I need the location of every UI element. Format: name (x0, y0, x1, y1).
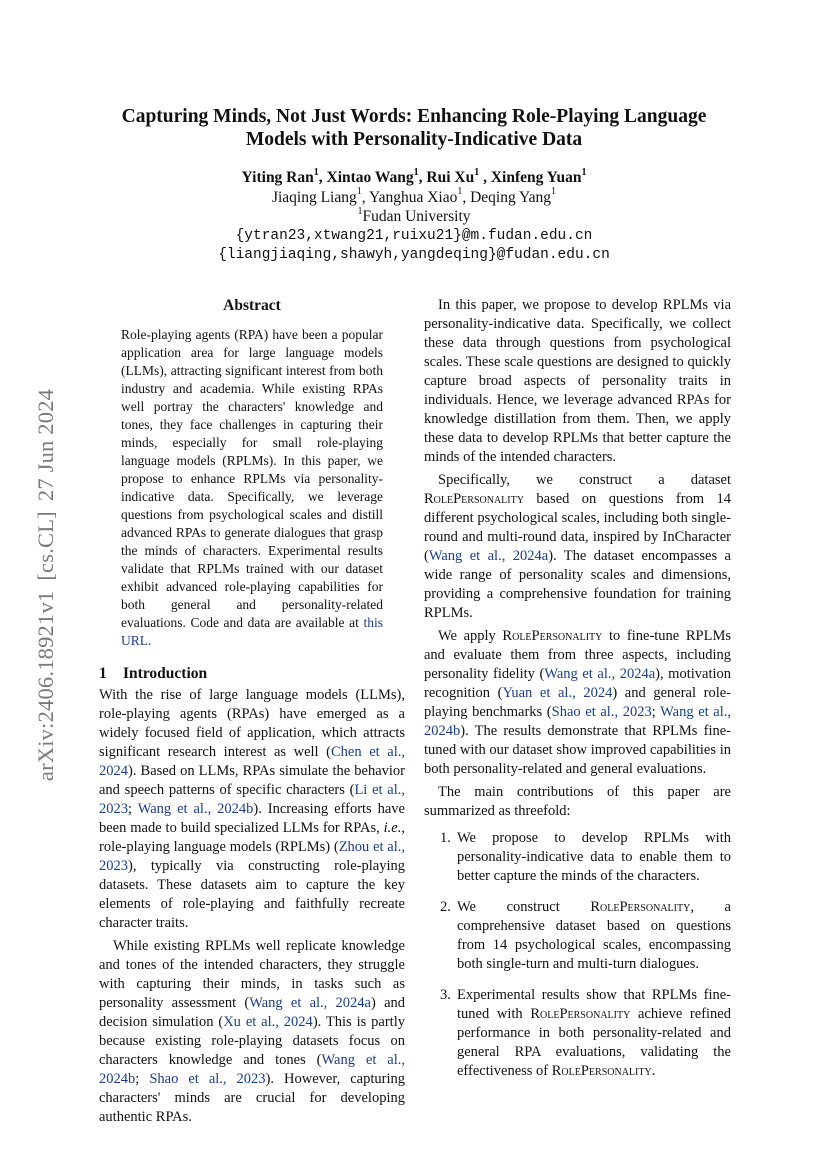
affiliation-mark: 1 (581, 166, 587, 178)
contribution-list (424, 829, 731, 1081)
affiliation (96, 207, 732, 227)
intro-paragraph-4: Specifically, we construct a dataset RolePersonality based on questions from 14 different psychological scales, including both single-round and multi-round data, inspired by InCharacter (Wang et al., 2024a). The dataset encompasses a wide range of personality scales and dimensions, providing a comprehensive foundation for training RPLMs. (424, 472, 731, 621)
list-item: 3. Experimental results show that RPLMs fine-tuned with RolePersonality achieve refined performance in both personality-related and general RPA evaluations, validating the effectiveness of RolePersonality. (440, 987, 731, 1079)
affiliation-mark: 1 (457, 186, 463, 198)
list-item: 2. We construct RolePersonality, a comprehensive dataset based on questions from 14 psychological scales, encompassing both single-turn and multi-turn dialogues. (440, 899, 731, 972)
author-name: Yanghua Xiao (368, 188, 458, 206)
dataset-name: RolePersonality (551, 1063, 652, 1079)
affiliation-name: Fudan University (362, 208, 471, 225)
affiliation-mark: 1 (357, 205, 363, 217)
citation-link[interactable]: Li et al., 2023 (99, 782, 405, 817)
section-title: Introduction (123, 665, 208, 682)
author-name: Xinfeng Yuan (490, 169, 582, 186)
citation-link[interactable]: Wang et al., 2024a (544, 666, 656, 682)
code-data-link[interactable]: this URL (121, 615, 383, 648)
arxiv-category: [cs.CL] (33, 511, 58, 581)
author-line-2: Jiaqing Liang$^1$, Yanghua Xiao$^1$, Deqing Yang$^1$ (271, 186, 557, 206)
citation-link[interactable]: Shao et al., 2023 (149, 1071, 266, 1087)
citation-link[interactable]: Yuan et al., 2024 (502, 685, 613, 701)
affiliation-mark: 1 (413, 166, 419, 178)
abstract-text: Role-playing agents (RPA) have been a popular application area for large language models (LLMs), attracting significant interest from both industry and academia. While existing RPAs well portray the characters' knowledge and tones, they face challenges in capturing their minds, especially for small role-playing language models (RPLMs). In this paper, we propose to enhance RPLMs via personality-indicative data. Specifically, we leverage questions from psychological scales and distill advanced RPAs to generate dialogues that grasp the minds of characters. Experimental results validate that RPLMs trained with our dataset exhibit advanced role-playing capabilities for both general and personality-related evaluations. Code and data are available at this URL. (121, 327, 383, 648)
arxiv-id: arXiv:2406.18921v1 (33, 590, 58, 782)
author-line-1: Yiting Ran$^1$, Xintao Wang$^1$, Rui Xu$^1$ , Xinfeng Yuan$^1$ (241, 166, 587, 186)
affiliation-mark: 1 (551, 186, 557, 198)
list-marker: 3. (440, 987, 451, 1003)
author-name: Yiting Ran (241, 169, 314, 186)
intro-paragraph-2: While existing RPLMs well replicate knowledge and tones of the intended characters, they struggle with capturing their minds, in tasks such as personality assessment (Wang et al., 2024a) and decision simulation (Xu et al., 2024). This is partly because existing role-playing datasets focus on characters knowledge and tones (Wang et al., 2024b; Shao et al., 2023). However, capturing characters' minds are crucial for developing authentic RPAs. (99, 938, 406, 1125)
abstract-body: Role-playing agents (RPA) have been a popular application area for large language models (LLMs), attracting significant interest from both industry and academia. While existing RPAs well portray the characters' knowledge and tones, they face challenges in capturing their minds, especially for small role-playing language models (RPLMs). In this paper, we propose to enhance RPLMs via personality-indicative data. Specifically, we leverage questions from psychological scales and distill advanced RPAs to generate dialogues that grasp the minds of characters. Experimental results validate that RPLMs trained with our dataset exhibit advanced role-playing capabilities for both general and personality-related evaluations. Code and data are available at (121, 327, 383, 630)
citation-link[interactable]: Shao et al., 2023 (551, 704, 652, 720)
left-column (99, 296, 405, 1127)
affiliation-mark: 1 (474, 166, 480, 178)
citation-link[interactable]: Chen et al., 2024 (99, 744, 405, 779)
intro-paragraph-3: In this paper, we propose to develop RPLMs via personality-indicative data. Specifically, we collect these data through questions from psychological scales. These scale questions are designed to quickly capture broad aspects of personality traits in individuals. Hence, we leverage advanced RPAs for knowledge distillation from them. Then, we apply these data to develop RPLMs that better capture the minds of the intended characters. (424, 297, 731, 465)
section-number: 1 (99, 665, 107, 682)
citation-link[interactable]: Wang et al., 2024b (424, 704, 731, 739)
affiliation-mark: 1 (356, 186, 362, 198)
intro-paragraph-6: The main contributions of this paper are summarized as threefold: (424, 784, 731, 819)
author-name: Rui Xu (426, 169, 475, 186)
author-block (96, 168, 732, 266)
right-column (424, 296, 731, 1093)
author-name: Xintao Wang (326, 169, 414, 186)
author-name: Jiaqing Liang (271, 188, 357, 206)
section-heading-introduction (99, 664, 405, 686)
dataset-name: RolePersonality (424, 491, 524, 507)
abstract-heading: Abstract (223, 297, 281, 314)
email-line-1: {ytran23,xtwang21,ruixu21}@m.fudan.edu.cn (235, 227, 593, 244)
email-line-2: {liangjiaqing,shawyh,yangdeqing}@fudan.edu.cn (218, 247, 610, 263)
dataset-name: RolePersonality (502, 628, 603, 644)
affiliation-mark: 1 (313, 166, 319, 178)
citation-link[interactable]: Wang et al., 2024a (428, 548, 549, 564)
arxiv-stamp (33, 384, 59, 786)
intro-paragraph-5: We apply RolePersonality to fine-tune RPLMs and evaluate them from three aspects, including personality fidelity (Wang et al., 2024a), motivation recognition (Yuan et al., 2024) and general role-playing benchmarks (Shao et al., 2023; Wang et al., 2024b). The results demonstrate that RPLMs fine-tuned with our dataset show improved capabilities in both personality-related and general evaluations. (424, 628, 732, 777)
citation-link[interactable]: Wang et al., 2024b (137, 801, 254, 817)
list-item: 1. We propose to develop RPLMs with personality-indicative data to enable them to better capture the minds of the characters. (440, 830, 731, 884)
citation-link[interactable]: Wang et al., 2024b (99, 1052, 405, 1087)
intro-paragraph-1: With the rise of large language models (LLMs), role-playing agents (RPAs) have emerged as a widely focused field of application, which attracts significant research interest as well (Chen et al., 2024). Based on LLMs, RPAs simulate the behavior and speech patterns of specific characters (Li et al., 2023; Wang et al., 2024b). Increasing efforts have been made to build specialized LLMs for RPAs, i.e., role-playing language models (RPLMs) (Zhou et al., 2023), typically via constructing role-playing datasets. These datasets aim to capture the key elements of role-playing and faithfully recreate character traits. (99, 687, 405, 931)
dataset-name: RolePersonality (590, 899, 691, 915)
list-marker: 2. (440, 899, 451, 915)
citation-link[interactable]: Wang et al., 2024a (249, 995, 371, 1011)
author-name: Deqing Yang (470, 188, 552, 206)
dataset-name: RolePersonality (530, 1006, 631, 1022)
arxiv-date: 27 Jun 2024 (33, 388, 58, 502)
citation-link[interactable]: Xu et al., 2024 (223, 1014, 313, 1030)
list-marker: 1. (440, 830, 451, 846)
paper-title: Capturing Minds, Not Just Words: Enhancing Role-Playing Language Models with Personality-Indicative Data (121, 106, 707, 150)
citation-link[interactable]: Zhou et al., 2023 (99, 839, 405, 874)
